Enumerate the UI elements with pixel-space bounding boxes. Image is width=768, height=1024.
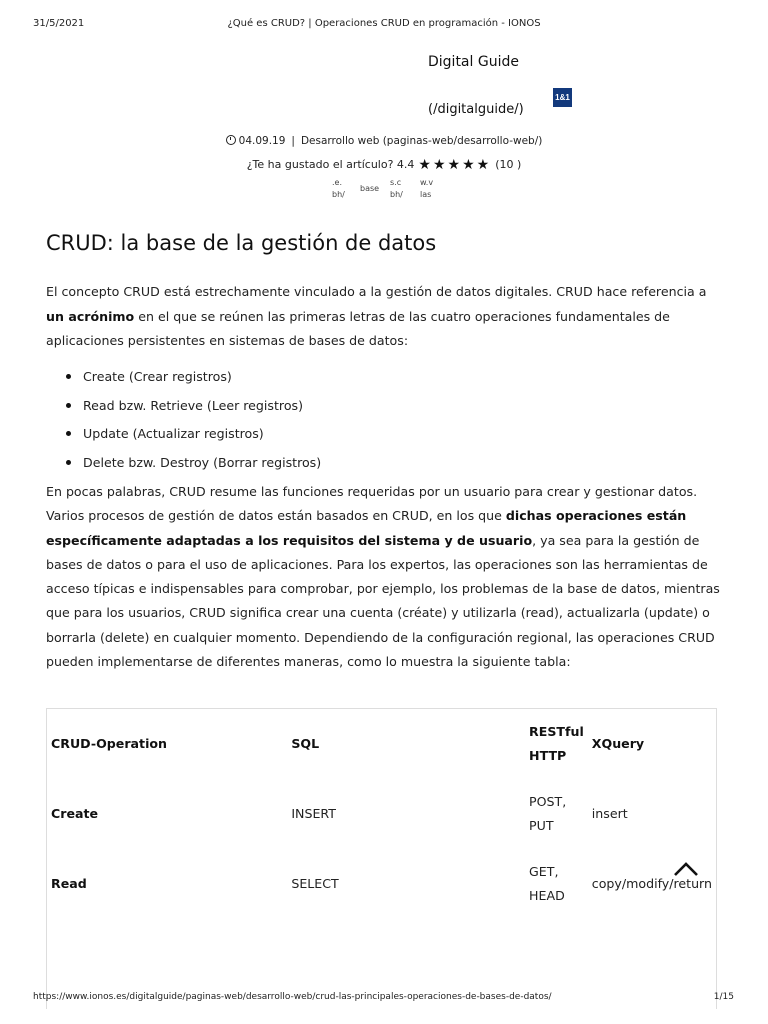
print-title: ¿Qué es CRUD? | Operaciones CRUD en programación - IONOS [227,18,541,29]
body-text-c: , ya sea para la gestión de bases de datos o para el uso de aplicaciones. Para los expertos, las operaciones son las herramientas de acceso típicas e indispensables para comprobar, por ejemplo, los problemas de la base de datos, mientras que para los usuarios, CRUD significa crear una cuenta (créate) y utilizarla (read), actualizarla (update) o borrarla (delete) en cualquier momento. Dependiendo de la configuración regional, las operaciones CRUD pueden implementarse de diferentes maneras, como lo muestra la siguiente tabla: [46,532,720,670]
intro-text-c: en el que se reúnen las primeras letras de las cuatro operaciones fundamentales de aplicaciones persistentes en sistemas de bases de datos: [46,308,670,349]
list-item: Update (Actualizar registros) [83,422,321,451]
table-header-cell: CRUD-Operation [51,736,168,751]
article-rating [0,157,768,173]
table-header-cell: XQuery [591,736,645,751]
table-cell: insert [591,806,628,821]
breadcrumb-fragment[interactable]: bh/ [390,190,403,199]
article-meta [0,135,768,147]
crud-table [46,708,717,1009]
table-cell: INSERT [291,806,336,821]
list-item: Delete bzw. Destroy (Borrar registros) [83,451,321,480]
breadcrumb-fragment[interactable]: s.c [390,178,402,187]
table-header-cell: SQL [291,736,320,751]
publish-date: 04.09.19 [238,135,286,147]
list-item: Create (Crear registros) [83,365,321,394]
breadcrumb-fragment[interactable]: bh/ [332,190,345,199]
table-cell: Create [51,806,99,821]
rating-label: ¿Te ha gustado el artículo? 4.4 [246,158,415,171]
table-row [47,779,716,849]
intro-text-a: El concepto CRUD está estrechamente vinculado a la gestión de datos digitales. CRUD hace referencia a [46,284,707,299]
table-header-row [47,709,716,779]
print-date: 31/5/2021 [33,18,85,29]
breadcrumb [332,178,442,200]
table-cell: SELECT [291,876,339,891]
meta-separator: | [291,135,295,147]
breadcrumb-fragment[interactable]: .e. [332,178,343,187]
clock-icon [226,135,236,145]
breadcrumb-fragment[interactable]: las [420,190,432,199]
breadcrumb-fragment[interactable]: w.v [420,178,434,187]
rating-count: (10 ) [495,158,522,171]
table-cell: copy/modify/return [591,876,712,891]
table-cell: Read [51,876,87,891]
print-page-number: 1/15 [713,992,734,1002]
breadcrumb-fragment[interactable]: base [360,184,380,193]
crud-operations-list [46,365,321,480]
brand-name[interactable]: Digital Guide [428,54,519,70]
body-text-a: En pocas palabras, CRUD resume las funciones requeridas por un usuario para crear y gestionar datos. Varios procesos de gestión de datos están basados en CRUD, en los que [46,484,698,524]
brand-link[interactable]: (/digitalguide/) [428,102,524,117]
chevron-up-icon[interactable] [672,858,700,878]
star-rating-icons[interactable]: ★★★★★ [418,157,492,173]
table-cell: GET, HEAD [529,864,565,903]
list-item: Read bzw. Retrieve (Leer registros) [83,394,321,423]
table-row [47,849,716,919]
intro-link-acronym[interactable]: un acrónimo [46,308,135,324]
body-emphasis: dichas operaciones están específicamente adaptadas a los requisitos del sistema y de usuario [46,508,687,548]
ionos-logo[interactable]: 1&1 [553,88,572,107]
article-title: CRUD: la base de la gestión de datos [46,231,437,255]
table-cell: POST, PUT [529,794,567,833]
table-header-cell: RESTful HTTP [529,724,584,763]
intro-paragraph [46,280,722,354]
category-link[interactable]: Desarrollo web (paginas-web/desarrollo-web/) [300,135,543,147]
print-url: https://www.ionos.es/digitalguide/paginas-web/desarrollo-web/crud-las-principales-operaciones-de-bases-de-datos/ [33,992,552,1002]
body-paragraph [46,480,722,674]
